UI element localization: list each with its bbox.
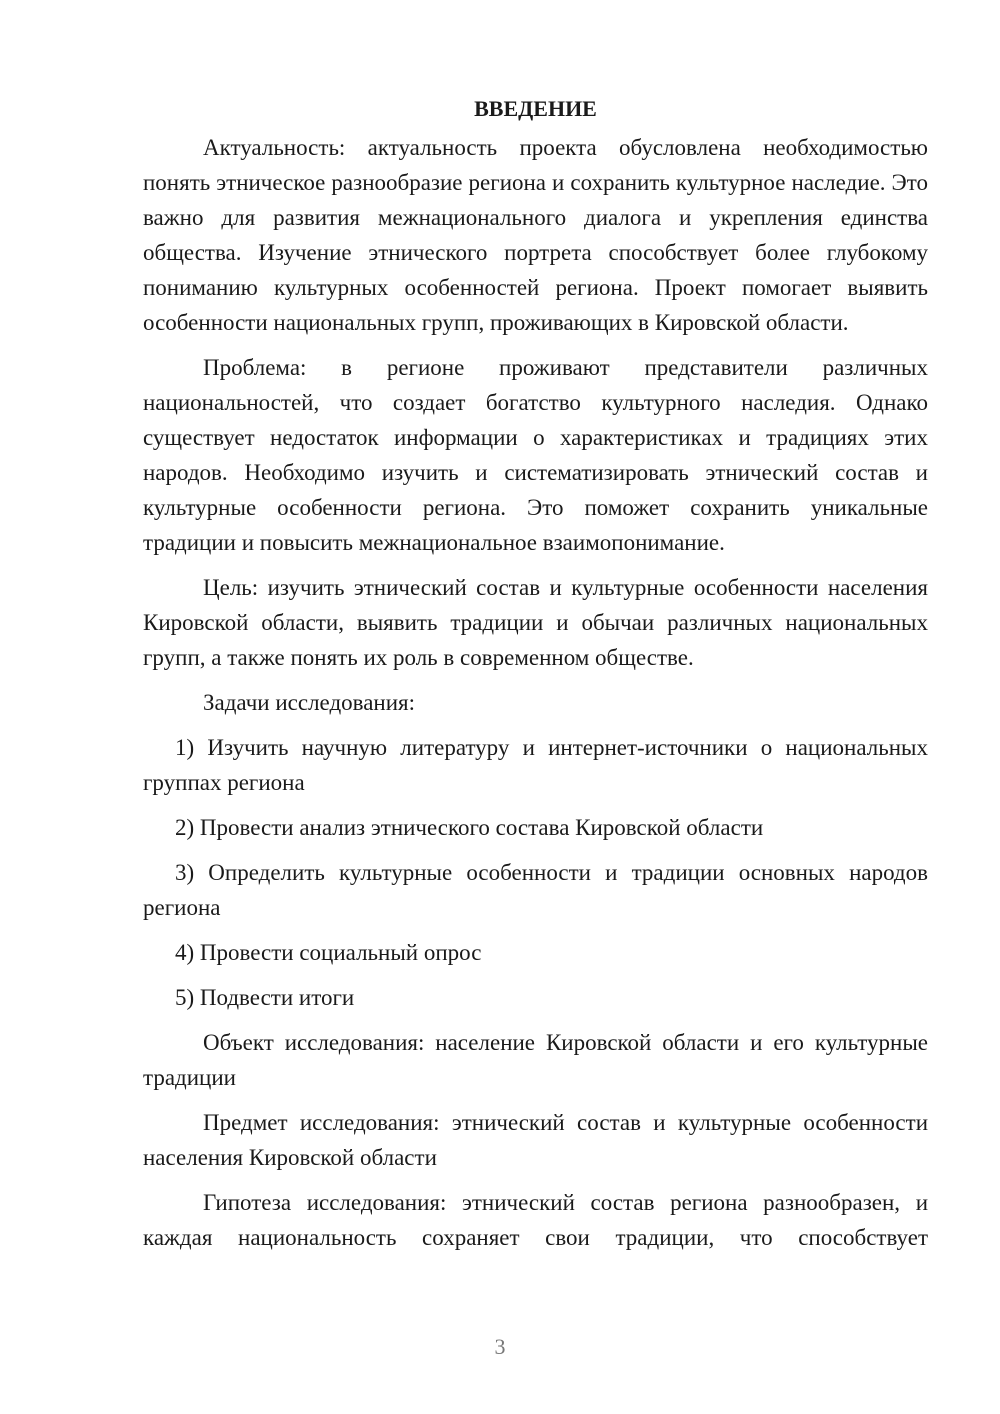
- paragraph-subject: Предмет исследования: этнический состав и культурные особенности населения Кировской области: [143, 1110, 928, 1170]
- tasks-heading: Задачи исследования:: [203, 690, 416, 715]
- page-heading: ВВЕДЕНИЕ: [474, 96, 597, 121]
- paragraph-relevance: Актуальность: актуальность проекта обусловлена необходимостью понять этническое разнообразие региона и сохранить культурное наследие. Это важно для развития межнационального диалога и укрепления единства общества. Изучение этнического портрета способствует более глубокому пониманию культурных особенностей региона. Проект помогает выявить особенности национальных групп, проживающих в Кировской области.: [143, 135, 928, 335]
- paragraph-problem: Проблема: в регионе проживают представители различных национальностей, что создает богатство культурного наследия. Однако существует недостаток информации о характеристиках и традициях этих народов. Необходимо изучить и систематизировать этнический состав и культурные особенности региона. Это поможет сохранить уникальные традиции и повысить межнациональное взаимопонимание.: [143, 355, 928, 555]
- task-item-5: 5) Подвести итоги: [175, 985, 355, 1010]
- task-item-4: 4) Провести социальный опрос: [175, 940, 482, 965]
- paragraph-object: Объект исследования: население Кировской области и его культурные традиции: [143, 1030, 928, 1090]
- task-item-3: 3) Определить культурные особенности и традиции основных народов региона: [143, 860, 928, 920]
- task-item-1: 1) Изучить научную литературу и интернет-источники о национальных группах региона: [143, 735, 928, 795]
- page-number: 3: [494, 1334, 506, 1359]
- paragraph-hypothesis: Гипотеза исследования: этнический состав региона разнообразен, и каждая национальность сохраняет свои традиции, что способствует: [143, 1190, 928, 1250]
- task-item-2: 2) Провести анализ этнического состава Кировской области: [175, 815, 764, 840]
- paragraph-goal: Цель: изучить этнический состав и культурные особенности населения Кировской области, выявить традиции и обычаи различных национальных групп, а также понять их роль в современном обществе.: [143, 575, 928, 670]
- document-page: [143, 94, 928, 1255]
